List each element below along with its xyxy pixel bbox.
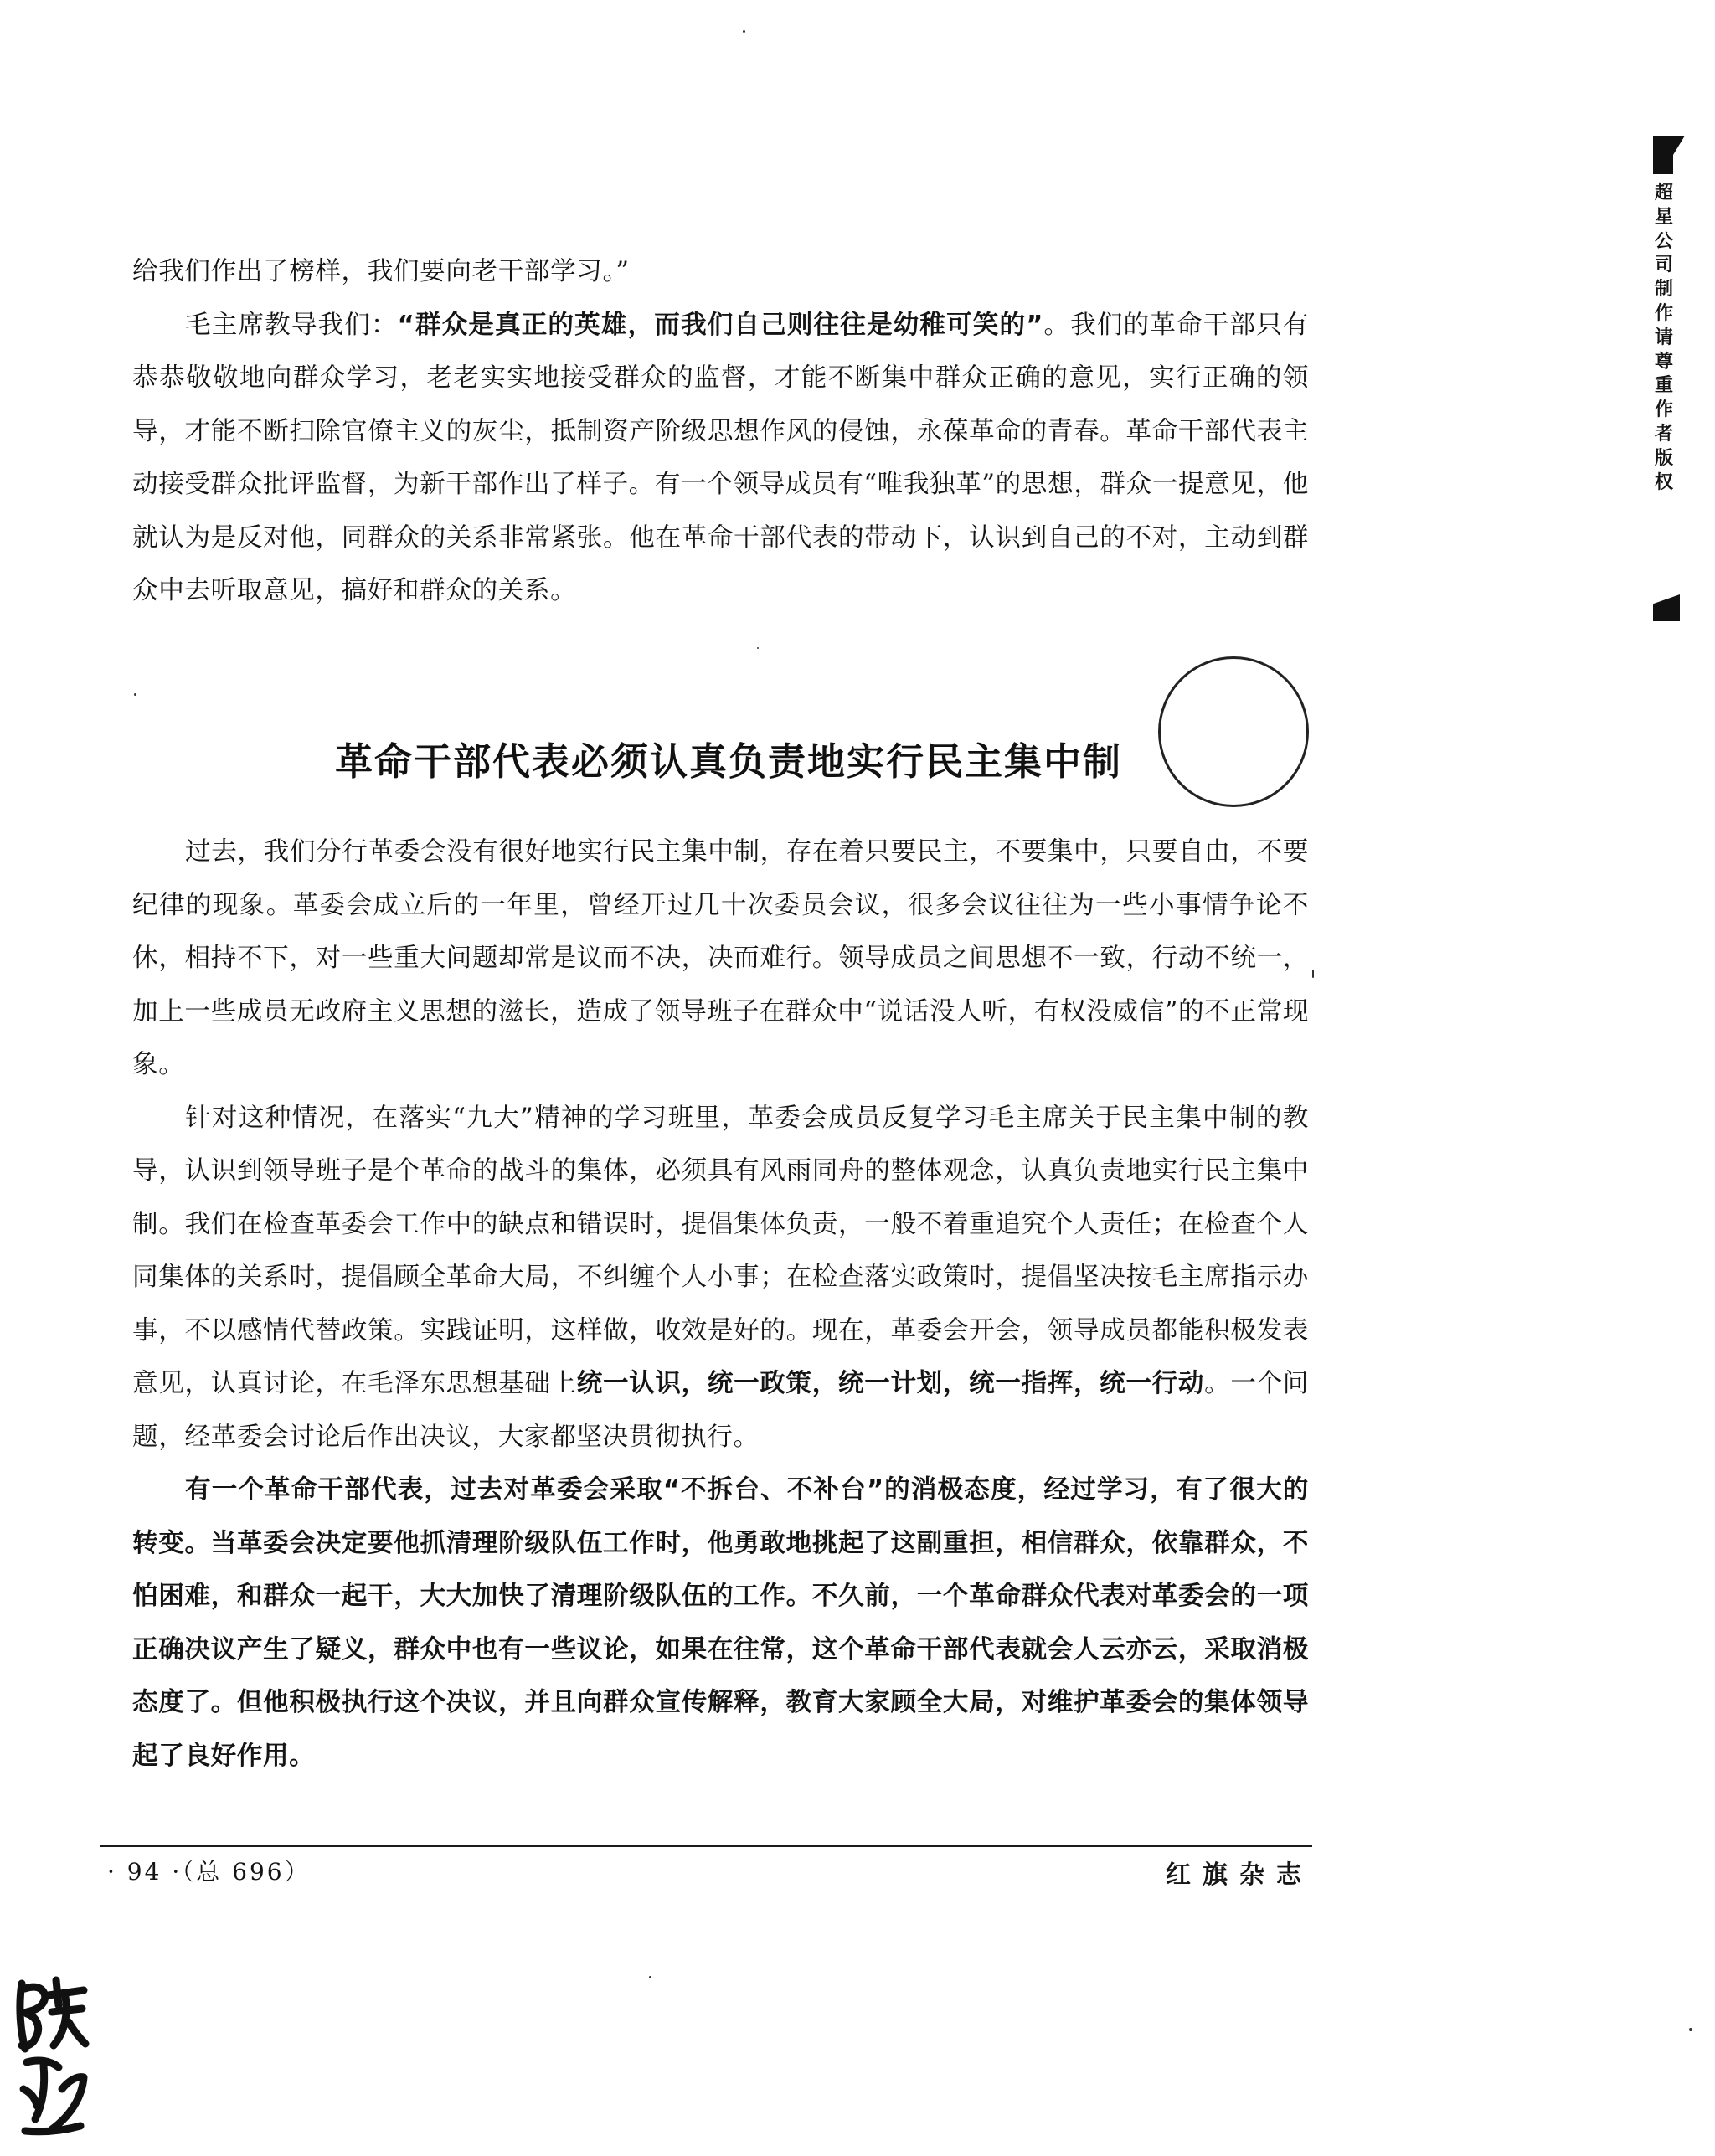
page-number: · 94 ·（总 696） [107,1858,311,1886]
side-marker-bottom [1653,594,1680,621]
copyright-side-note [1653,136,1687,630]
paragraph-text: 针对这种情况，在落实“九大”精神的学习班里，革委会成员反复学习毛主席关于民主集中制的教导，认识到领导班子是个革命的战斗的集体，必须具有风雨同舟的整体观念，认真负责地实行民主集中制。我们在检查革委会工作中的缺点和错误时，提倡集体负责，一般不着重追究个人责任；在检查个人同集体的关系时，提倡顾全革命大局，不纠缠个人小事；在检查落实政策时，提倡坚决按毛主席指示办事，不以感情代替政策。实践证明，这样做，收效是好的。现在，革委会开会，领导成员都能积极发表意见，认真讨论，在毛泽东思想基础上 [132,1103,1309,1398]
scan-speck [757,647,759,649]
footer-rule [100,1845,1312,1847]
paragraph-text: 毛主席教导我们： [185,310,398,340]
article-continuation [132,245,1309,618]
scan-speck [743,30,745,33]
copyright-text: 超星公司制作请尊重作者版权 [1654,183,1673,493]
paragraph-text: 。我们的革命干部只有恭恭敬敬地向群众学习，老老实实地接受群众的监督，才能不断集中群众正确的意见，实行正确的领导，才能不断扫除官僚主义的灰尘，抵制资产阶级思想作风的侵蚀，永葆革命的青春。革命干部代表主动接受群众批评监督，为新干部作出了样子。有一个领导成员有“唯我独革”的思想，群众一提意见，他就认为是反对他，同群众的关系非常紧张。他在革命干部代表的带动下，认识到自己的不对，主动到群众中去听取意见，搞好和群众的关系。 [132,310,1309,605]
article-section [132,826,1309,1783]
paragraph: 有一个革命干部代表，过去对革委会采取“不拆台、不补台”的消极态度，经过学习，有了很大的转变。当革委会决定要他抓清理阶级队伍工作时，他勇敢地挑起了这副重担，相信群众，依靠群众，不怕困难，和群众一起干，大大加快了清理阶级队伍的工作。不久前，一个革命群众代表对革委会的一项正确决议产生了疑义，群众中也有一些议论，如果在往常，这个革命干部代表就会人云亦云，采取消极态度了。但他积极执行这个决议，并且向群众宣传解释，教育大家顾全大局，对维护革委会的集体领导起了良好作用。 [132,1475,1309,1771]
paragraph-text: 。一个问题，经革委会讨论后作出决议，大家都坚决贯彻执行。 [132,1369,1309,1452]
circle-stamp [1158,656,1309,807]
bold-quote: “群众是真正的英雄，而我们自己则往往是幼稚可笑的” [397,310,1043,340]
side-marker-top [1653,136,1673,174]
scan-speck [1689,2028,1692,2031]
scan-speck [1312,970,1314,978]
scan-speck [134,693,136,696]
journal-name: 红旗杂志 [1166,1860,1313,1890]
paragraph: 过去，我们分行革委会没有很好地实行民主集中制，存在着只要民主，不要集中，只要自由，不要纪律的现象。革委会成立后的一年里，曾经开过几十次委员会议，很多会议往往为一些小事情争论不休，相持不下，对一些重大问题却常是议而不决，决而难行。领导成员之间思想不一致，行动不统一，加上一些成员无政府主义思想的滋长，造成了领导班子在群众中“说话没人听，有权没威信”的不正常现象。 [132,837,1310,1079]
scan-speck [649,1976,651,1978]
paragraph: 给我们作出了榜样，我们要向老干部学习。” [132,257,630,286]
bold-phrase: 统一认识，统一政策，统一计划，统一指挥，统一行动 [576,1369,1205,1398]
paragraph [132,299,1309,618]
seal-stamp-icon [10,1972,94,2139]
paragraph [132,1092,1309,1464]
section-heading: 革命干部代表必须认真负责地实行民主集中制 [335,739,1123,784]
